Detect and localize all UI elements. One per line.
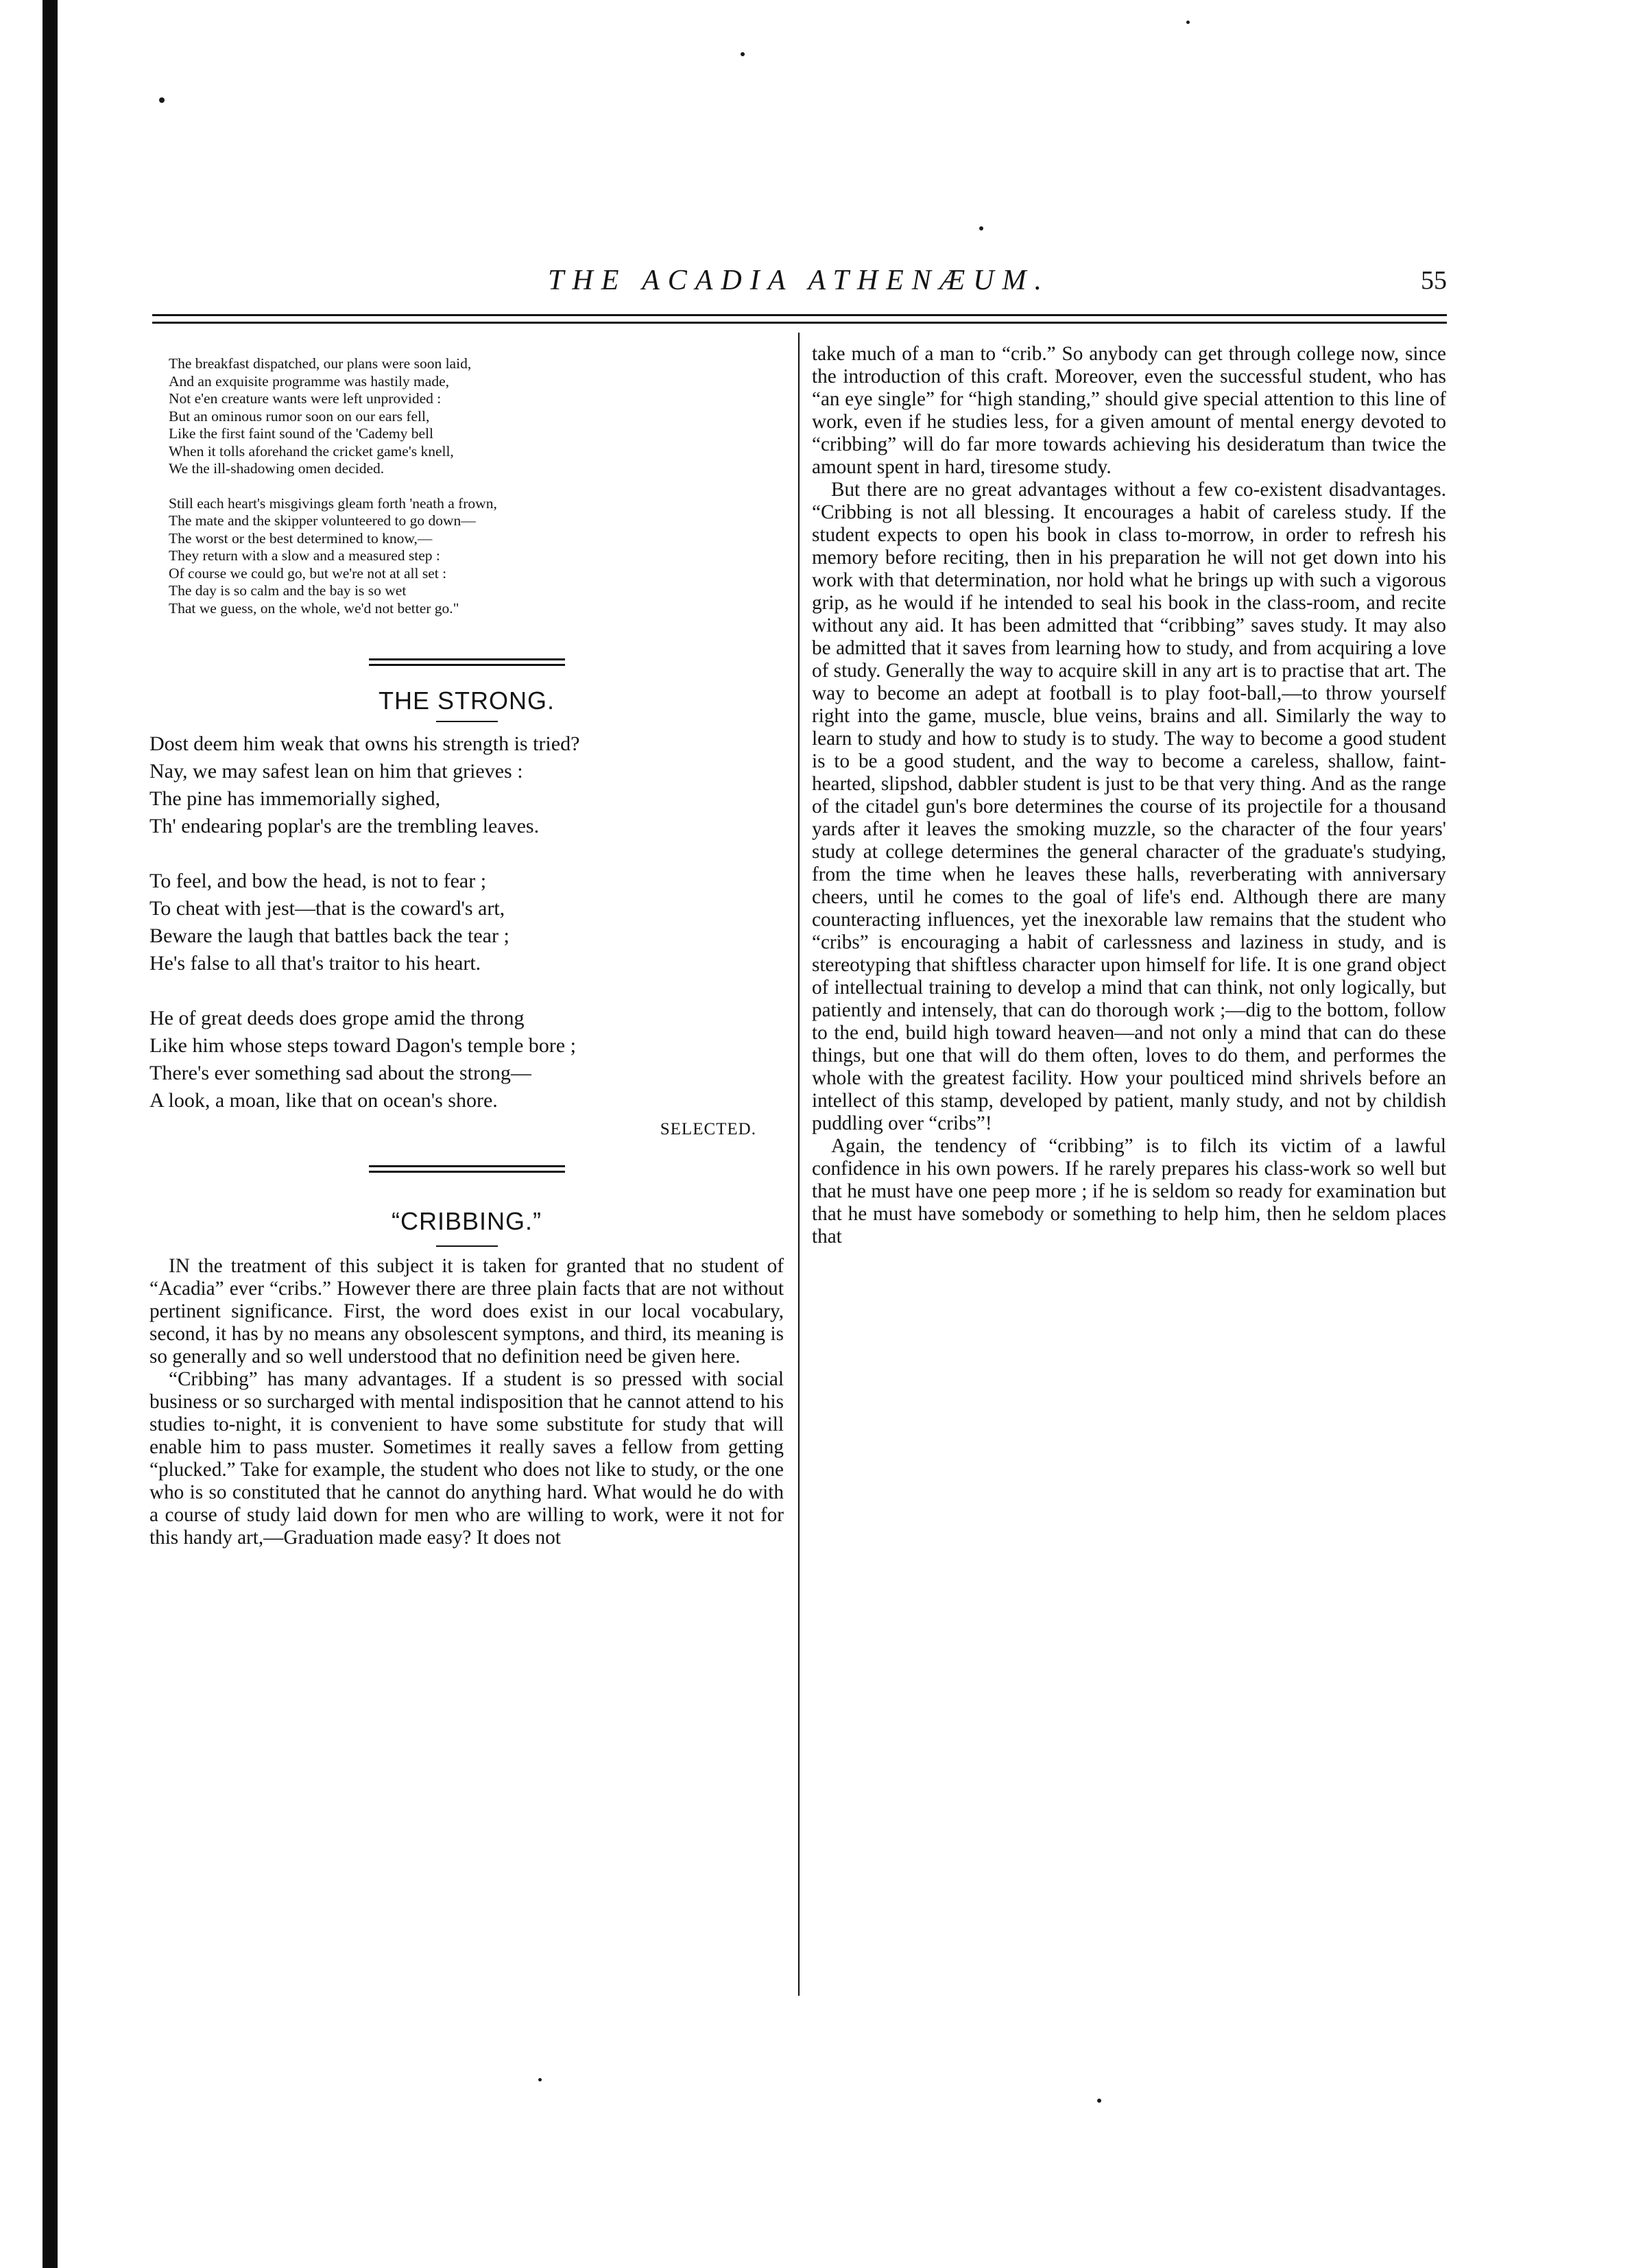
section-divider <box>369 1165 565 1173</box>
header-rule <box>152 314 1447 324</box>
print-speck <box>538 2078 542 2081</box>
poem-line: And an exquisite programme was hastily made, <box>169 372 449 390</box>
poem-line: We the ill-shadowing omen decided. <box>169 460 385 477</box>
paragraph: take much of a man to “crib.” So anybody can get through college now, since the introduction of this craft. Moreover, even the successful student, who has “an eye single” for “high standing,” should give special attention to this line of work, even if he studies less, for a given amount of mental energy devoted to “cribbing” will do far more towards achieving his desideratum than twice the amount spent in hard, tiresome study. <box>812 343 1446 478</box>
right-column <box>812 343 1446 1248</box>
poem-line: Dost deem him weak that owns his strength is tried? <box>149 732 580 755</box>
section-divider <box>369 658 565 666</box>
paragraph: But there are no great advantages without a few co-existent disadvantages. “Cribbing is not all blessing. It encourages a habit of careless study. If the student expects to open his book in class to-morrow, in order to refresh his memory before reciting, then in his preparation he will not get down into his work with that determination, nor hold what he brings up with such a vigorous grip, as he would if he intended to seal his book in the class-room, and recite without any aid. It has been admitted that “cribbing” saves study. It may also be admitted that it saves from learning how to study, and from acquiring a love of study. Generally the way to acquire skill in any art is to practise that art. The way to become an adept at football is to play foot-ball,—to throw yourself right into the game, muscle, blue veins, brains and all. Similarly the way to learn to study and how to study is to study. The way to become a good student is to be a good student, and the way to become a careless, shallow, faint-hearted, slipshod, dabbler student is just to be that very thing. And as the range of the citadel gun's bore determines the course of its projectile for a thousand yards after it leaves the smoking muzzle, so the character of the four years' study at college determines the general character of the graduate's studying, from the time when he leaves these halls, reverberating with anniversary cheers, until he comes to the goal of life's end. Although there are many counteracting influences, yet the inexorable law remains that the student who “cribs” is encouraging a habit of carlessness and laziness in study, and is stereotyping that shiftless character upon himself for life. It is one grand object of intellectual training to develop a mind that can think, not only logically, but patiently and intensely, that can do thorough work ;—dig to the bottom, follow to the end, build high toward heaven—and not only a mind that can do these things, but one that will do them often, loves to do them, and performes the whole with the greatest facility. How your poulticed mind shrivels before an intellect of this stamp, developed by patient, manly study, and not by childish puddling over “cribs”! <box>812 479 1446 1134</box>
poem-line: Not e'en creature wants were left unprovided : <box>169 390 442 407</box>
poem-stanza <box>169 355 784 478</box>
poem-line: Nay, we may safest lean on him that grieves : <box>149 760 523 783</box>
poem-line: Still each heart's misgivings gleam forth 'neath a frown, <box>169 494 497 512</box>
title-underline <box>436 721 498 722</box>
poem-line: They return with a slow and a measured step : <box>169 547 440 564</box>
poem-line: Like the first faint sound of the 'Cademy bell <box>169 425 434 442</box>
paragraph: IN the treatment of this subject it is taken for granted that no student of “Acadia” ever “cribs.” However there are three plain facts that are not without pertinent significance. First, the word does exist in our local vocabulary, second, it has by no means any obsolescent symptons, and third, its meaning is so generally and so well understood that no definition need be given here. <box>149 1255 784 1368</box>
page-number: 55 <box>1421 266 1447 295</box>
continued-poem <box>169 355 784 617</box>
poem-attribution: SELECTED. <box>660 1120 756 1138</box>
print-speck <box>979 226 983 230</box>
article-body-right <box>812 343 1446 1248</box>
poem-line: A look, a moan, like that on ocean's shore. <box>149 1089 498 1112</box>
binding-shadow <box>43 0 58 2268</box>
poem-line: There's ever something sad about the strong— <box>149 1062 531 1084</box>
title-underline <box>436 1245 498 1247</box>
print-speck <box>1097 2099 1101 2103</box>
poem-line: Beware the laugh that battles back the tear ; <box>149 924 509 947</box>
poem-line: He of great deeds does grope amid the throng <box>149 1007 525 1029</box>
print-speck <box>159 97 165 103</box>
running-header <box>151 264 1447 305</box>
poem-stanza <box>149 1005 784 1114</box>
article-title: “CRIBBING.” <box>391 1207 542 1235</box>
poem-line: The mate and the skipper volunteered to go down— <box>169 512 476 529</box>
poem-line: Of course we could go, but we're not at all set : <box>169 564 447 582</box>
poem-line: He's false to all that's traitor to his heart. <box>149 952 481 975</box>
poem-line: Th' endearing poplar's are the trembling leaves. <box>149 815 540 837</box>
poem-title: THE STRONG. <box>378 687 555 715</box>
column-rule <box>798 333 800 1996</box>
poem-line: To cheat with jest—that is the coward's art, <box>149 897 505 920</box>
poem-line: Like him whose steps toward Dagon's temple bore ; <box>149 1034 576 1057</box>
poem-line: The breakfast dispatched, our plans were soon laid, <box>169 355 472 372</box>
poem-line: But an ominous rumor soon on our ears fell, <box>169 407 430 425</box>
strong-poem <box>149 730 784 1114</box>
print-speck <box>741 52 745 56</box>
print-speck <box>1186 21 1190 24</box>
poem-line: The pine has immemorially sighed, <box>149 787 441 810</box>
paragraph: Again, the tendency of “cribbing” is to filch its victim of a lawful confidence in his own powers. If he rarely prepares his class-work so well but that he must have one peep more ; if he is seldom so ready for examination but that he must have somebody or something to help him, then he seldom places that <box>812 1135 1446 1248</box>
paragraph: “Cribbing” has many advantages. If a student is so pressed with social business or so surcharged with mental indisposition that he cannot attend to his studies to-night, it is convenient to have some substitute for study that will enable him to pass muster. Sometimes it really saves a fellow from getting “plucked.” Take for example, the student who does not like to study, or the one who is so constituted that he cannot do anything hard. What would he do with a course of study laid down for men who are willing to work, were it not for this handy art,—Graduation made easy? It does not <box>149 1368 784 1549</box>
poem-line: When it tolls aforehand the cricket game's knell, <box>169 442 454 459</box>
journal-title: THE ACADIA ATHENÆUM. <box>548 265 1050 296</box>
poem-stanza <box>169 495 784 618</box>
poem-line: The day is so calm and the bay is so wet <box>169 582 407 599</box>
poem-stanza <box>149 730 784 840</box>
left-column <box>149 343 784 1549</box>
poem-line: The worst or the best determined to know,— <box>169 529 433 547</box>
article-body-left <box>149 1255 784 1549</box>
poem-stanza <box>149 868 784 977</box>
poem-line: That we guess, on the whole, we'd not better go." <box>169 599 459 617</box>
poem-line: To feel, and bow the head, is not to fear ; <box>149 870 487 892</box>
